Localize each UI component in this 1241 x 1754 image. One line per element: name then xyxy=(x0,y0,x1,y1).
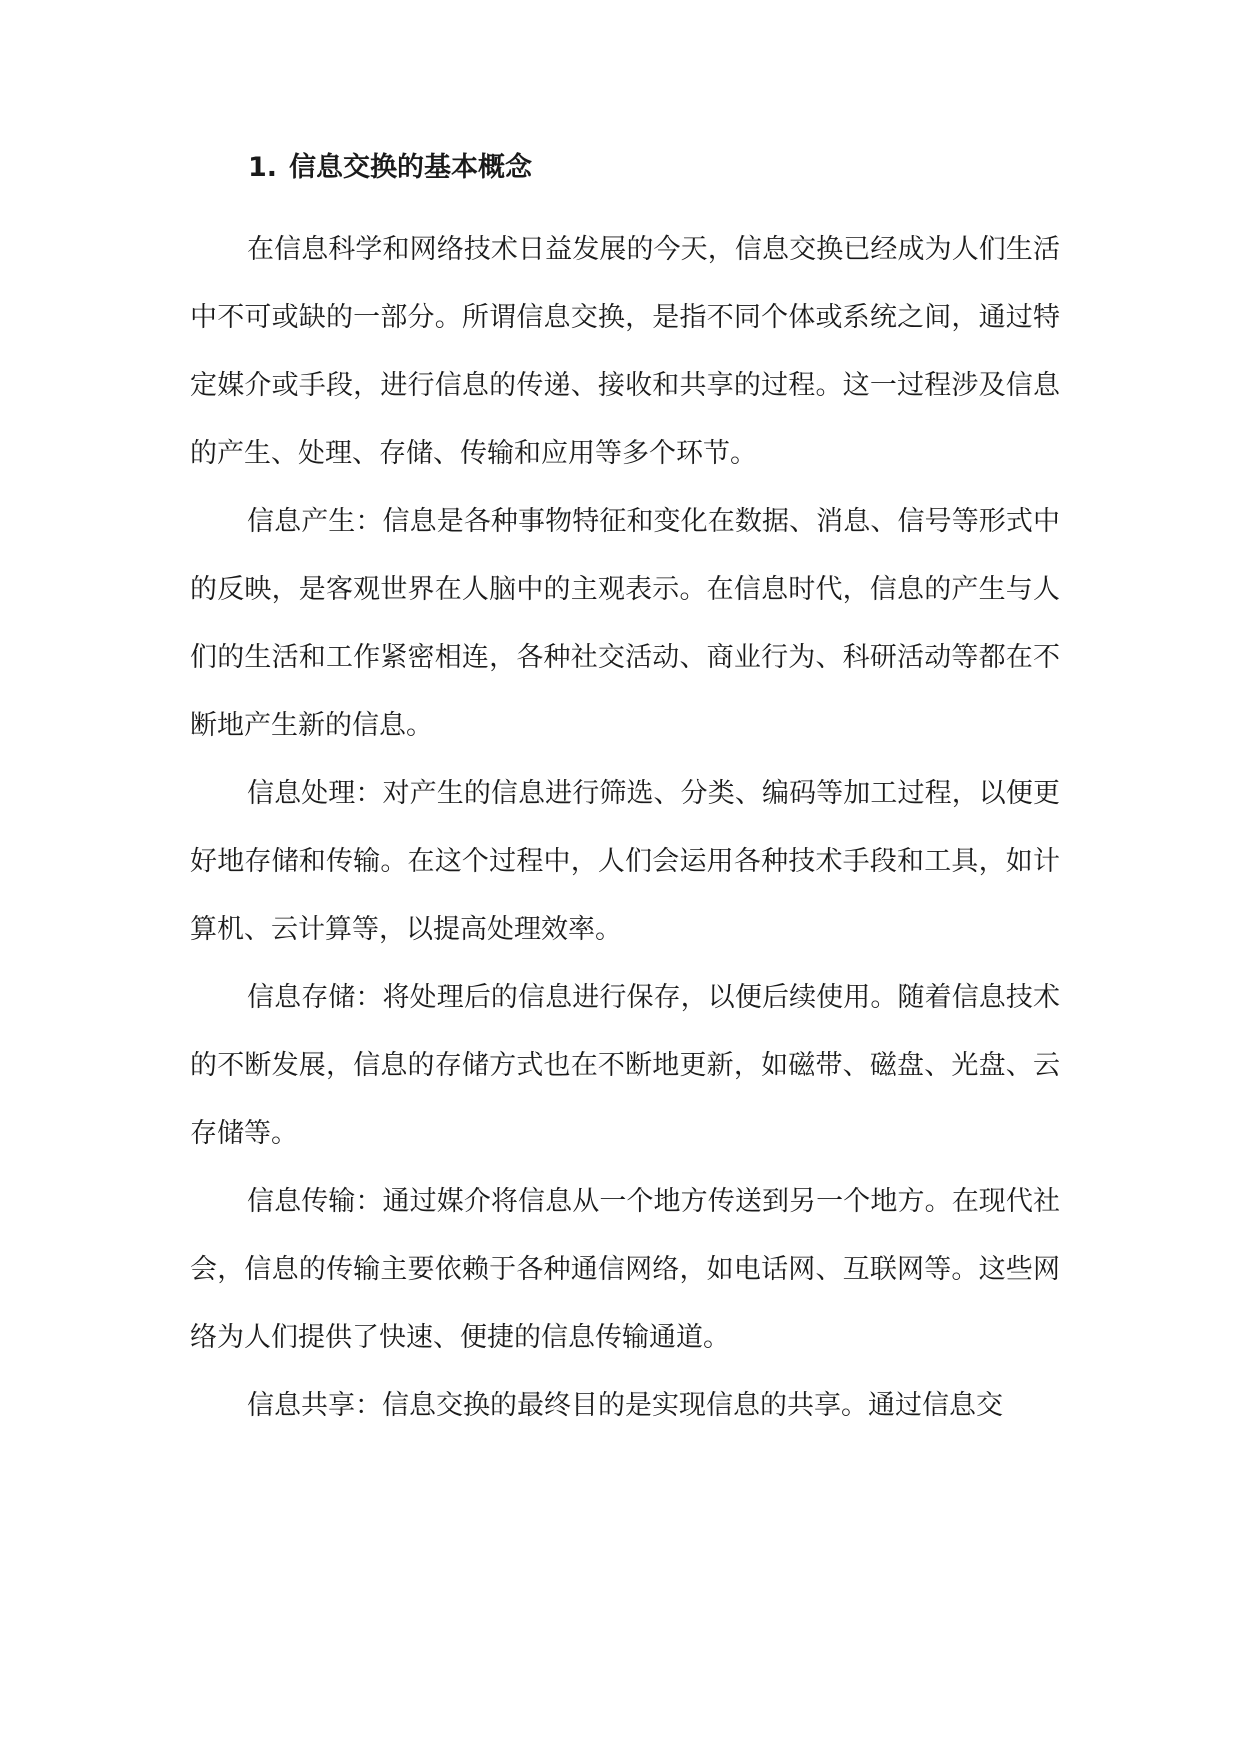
paragraph-info-transmission: 信息传输：通过媒介将信息从一个地方传送到另一个地方。在现代社会，信息的传输主要依赖于各种通信网络，如电话网、互联网等。这些网络为人们提供了快速、便捷的信息传输通道。 xyxy=(190,1186,1060,1353)
paragraph-info-storage: 信息存储：将处理后的信息进行保存，以便后续使用。随着信息技术的不断发展，信息的存储方式也在不断地更新，如磁带、磁盘、光盘、云存储等。 xyxy=(190,982,1060,1149)
section-number: 1. xyxy=(248,152,278,183)
paragraph-info-processing: 信息处理：对产生的信息进行筛选、分类、编码等加工过程，以便更好地存储和传输。在这个过程中，人们会运用各种技术手段和工具，如计算机、云计算等，以提高处理效率。 xyxy=(190,778,1060,945)
paragraph-info-generation: 信息产生：信息是各种事物特征和变化在数据、消息、信号等形式中的反映，是客观世界在人脑中的主观表示。在信息时代，信息的产生与人们的生活和工作紧密相连，各种社交活动、商业行为、科研活动等都在不断地产生新的信息。 xyxy=(190,506,1060,741)
paragraph-intro: 在信息科学和网络技术日益发展的今天，信息交换已经成为人们生活中不可或缺的一部分。所谓信息交换，是指不同个体或系统之间，通过特定媒介或手段，进行信息的传递、接收和共享的过程。这一过程涉及信息的产生、处理、存储、传输和应用等多个环节。 xyxy=(190,234,1060,469)
section-title: 信息交换的基本概念 xyxy=(289,152,533,183)
document-body xyxy=(190,148,1060,1440)
section-heading xyxy=(248,148,1060,188)
paragraph-info-sharing: 信息共享：信息交换的最终目的是实现信息的共享。通过信息交 xyxy=(247,1390,1003,1421)
